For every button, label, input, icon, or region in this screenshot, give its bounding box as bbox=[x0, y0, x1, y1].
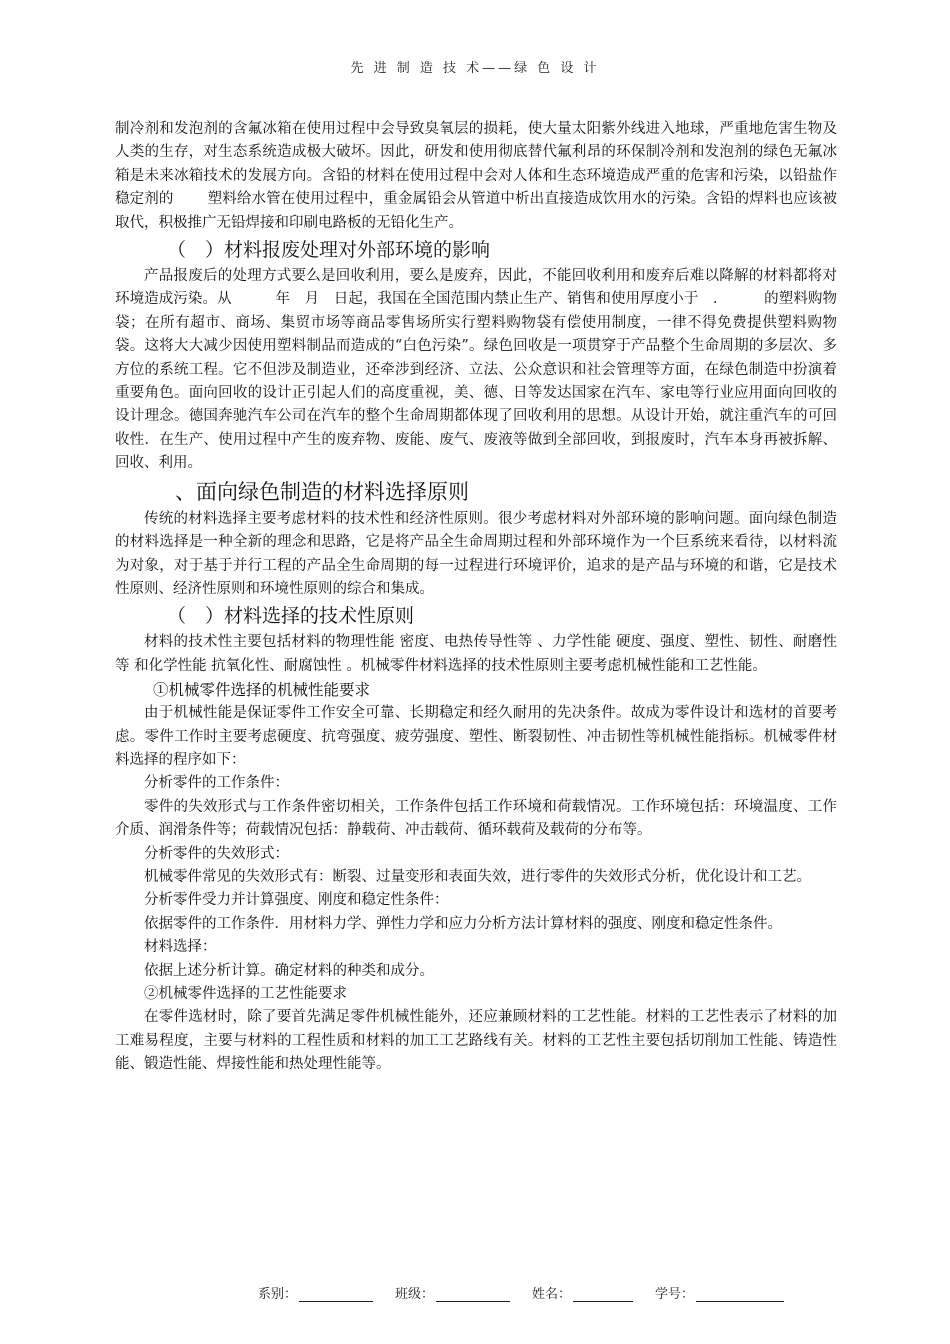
subsection-heading: （ ）材料报废处理对外部环境的影响 bbox=[167, 239, 491, 262]
student-info-footer bbox=[258, 1283, 784, 1302]
dept-label: 系别： bbox=[258, 1287, 298, 1302]
sub-subsection-heading: ①机械零件选择的机械性能要求 bbox=[153, 681, 371, 700]
dept-blank bbox=[299, 1287, 373, 1302]
paragraph: 分析零件受力并计算强度、刚度和稳定性条件： bbox=[144, 892, 449, 909]
document-body bbox=[115, 118, 837, 1077]
paragraph: 分析零件的失效形式： bbox=[144, 845, 289, 862]
paragraph: 产品报废后的处理方式要么是回收利用，要么是废弃，因此，不能回收利用和废弃后难以降解的材料都将对环境造成污染。从 年 月 日起，我国在全国范围内禁止生产、销售和使用厚度小于 ． 的塑料购物袋；在所有超市、商场、集贸市场等商品零售场所实行塑料购物袋有偿使用制度，一律不得免费提供塑料购物袋。这将大大减少因使用塑料制品而造成的“白色污染”。绿色回收是一项贯穿于产品整个生命周期的多层次、多方位的系统工程。它不但涉及制造业，还牵涉到经济、立法、公众意识和社会管理等方面，在绿色制造中扮演着重要角色。面向回收的设计正引起人们的高度重视，美、德、日等发达国家在汽车、家电等行业应用面向回收的设计理念。德国奔驰汽车公司在汽车的整个生命周期都体现了回收利用的思想。从设计开始，就注重汽车的可回收性．在生产、使用过程中产生的废弃物、废能、废气、废液等做到全部回收，到报废时，汽车本身再被拆解、回收、利用。 bbox=[115, 268, 837, 472]
paragraph: 在零件选材时，除了要首先满足零件机械性能外，还应兼顾材料的工艺性能。材料的工艺性表示了材料的加工难易程度，主要与材料的工程性质和材料的加工工艺路线有关。材料的工艺性主要包括切削加工性能、铸造性能、锻造性能、焊接性能和热处理性能等。 bbox=[115, 1009, 837, 1073]
paragraph: 制冷剂和发泡剂的含氟冰箱在使用过程中会导致臭氧层的损耗，使大量太阳紫外线进入地球，严重地危害生物及人类的生存，对生态系统造成极大破坏。因此，研发和使用彻底替代氟利昂的环保制冷剂和发泡剂的绿色无氟冰箱是未来冰箱技术的发展方向。含铅的材料在使用过程中会对人体和生态环境造成严重的危害和污染，以铅盐作稳定剂的 塑料给水管在使用过程中，重金属铅会从管道中析出直接造成饮用水的污染。含铅的焊料也应该被取代，积极推广无铅焊接和印刷电路板的无铅化生产。 bbox=[115, 121, 837, 231]
paragraph: 分析零件的工作条件： bbox=[144, 775, 289, 792]
class-label: 班级： bbox=[395, 1287, 435, 1302]
paragraph: 依据上述分析计算。确定材料的种类和成分。 bbox=[144, 962, 434, 979]
class-blank bbox=[436, 1287, 510, 1302]
subsection-heading: （ ）材料选择的技术性原则 bbox=[167, 605, 415, 628]
paragraph: ②机械零件选择的工艺性能要求 bbox=[144, 986, 347, 1002]
student-id-blank bbox=[696, 1287, 784, 1302]
name-blank bbox=[573, 1287, 633, 1302]
paragraph: 材料的技术性主要包括材料的物理性能 密度、电热传导性等 、力学性能 硬度、强度、塑性、韧性、耐磨性等 和化学性能 抗氧化性、耐腐蚀性 。机械零件材料选择的技术性原则主要考虑机械性能和工艺性能。 bbox=[115, 634, 837, 674]
paragraph: 材料选择： bbox=[144, 939, 217, 956]
paragraph: 零件的失效形式与工作条件密切相关，工作条件包括工作环境和荷载情况。工作环境包括：环境温度、工作介质、润滑条件等；荷载情况包括：静载荷、冲击载荷、循环载荷及载荷的分布等。 bbox=[115, 798, 837, 839]
paragraph: 机械零件常见的失效形式有：断裂、过量变形和表面失效，进行零件的失效形式分析，优化设计和工艺。 bbox=[144, 868, 811, 885]
name-label: 姓名： bbox=[532, 1287, 572, 1302]
student-id-label: 学号： bbox=[655, 1287, 695, 1302]
paragraph: 传统的材料选择主要考虑材料的技术性和经济性原则。很少考虑材料对外部环境的影响问题。面向绿色制造的材料选择是一种全新的理念和思路，它是将产品全生命周期过程和外部环境作为一个巨系统来看待，以材料流为对象，对于基于并行工程的产品全生命周期的每一过程进行环境评价，追求的是产品与环境的和谐，它是技术性原则、经济性原则和环境性原则的综合和集成。 bbox=[115, 510, 837, 597]
paragraph: 依据零件的工作条件．用材料力学、弹性力学和应力分析方法计算材料的强度、刚度和稳定性条件。 bbox=[144, 915, 782, 932]
paragraph: 由于机械性能是保证零件工作安全可靠、长期稳定和经久耐用的先决条件。故成为零件设计和选材的首要考虑。零件工作时主要考虑硬度、抗弯强度、疲劳强度、塑性、断裂韧性、冲击韧性等机械性能指标。机械零件材料选择的程序如下： bbox=[115, 705, 837, 768]
page-header: 先 进 制 造 技 术——绿 色 设 计 bbox=[350, 61, 600, 76]
section-heading: 、面向绿色制造的材料选择原则 bbox=[175, 479, 469, 504]
